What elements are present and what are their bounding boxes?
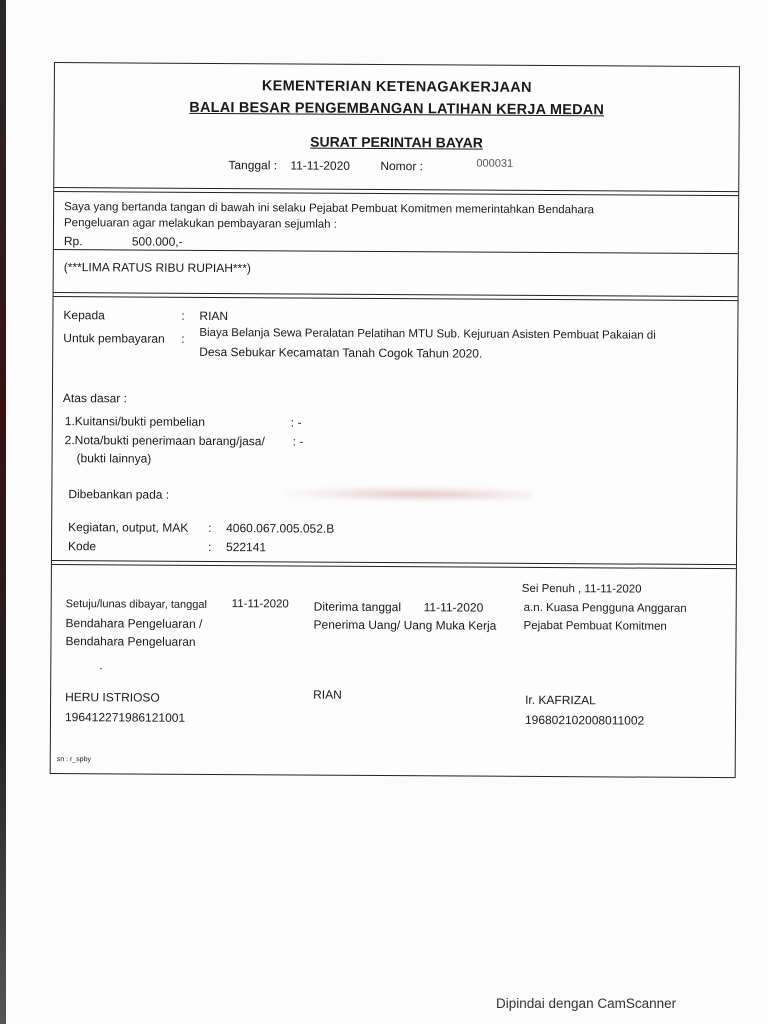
officer-name: Ir. KAFRIZAL <box>525 692 596 708</box>
code-label: Kode <box>68 539 97 554</box>
recipient-label: Kepada <box>63 308 105 323</box>
charged-to-label: Dibebankan pada : <box>68 487 170 502</box>
scan-edge-shadow <box>0 0 6 1024</box>
commitment-officer-role: Pejabat Pembuat Komitmen <box>523 619 667 633</box>
divider <box>52 564 736 569</box>
amount-currency: Rp. <box>63 234 83 249</box>
payment-order-document <box>50 62 740 778</box>
budget-authority-role: a.n. Kuasa Pengguna Anggaran <box>523 601 687 615</box>
ink-smudge <box>282 486 532 502</box>
order-statement-line1: Saya yang bertanda tangan di bawah ini selaku Pejabat Pembuat Komitmen memerintahkan Bendahara <box>64 201 595 217</box>
purpose-line1: Biaya Belanja Sewa Peralatan Pelatihan MTU Sub. Kejuruan Asisten Pembuat Pakaian di <box>199 326 656 342</box>
officer-nip: 196802102008011002 <box>524 712 645 728</box>
received-date: 11-11-2020 <box>423 600 484 615</box>
divider <box>54 296 738 301</box>
activity-separator: : <box>208 520 212 535</box>
purpose-separator: : <box>181 331 185 346</box>
number-label: Nomor : <box>380 158 424 174</box>
code-separator: : <box>207 539 212 554</box>
recipient-value: RIAN <box>199 308 229 324</box>
basis-receipt-label: 1.Kuitansi/bukti pembelian <box>64 414 205 429</box>
scanner-watermark: Dipindai dengan CamScanner <box>496 996 677 1011</box>
recipient-separator: : <box>181 308 185 323</box>
amount-value: 500.000,- <box>131 234 183 249</box>
form-code-mark: sn : r_spby <box>56 756 92 764</box>
activity-value: 4060.067.005.052.B <box>226 521 335 536</box>
treasurer-name: HERU ISTRIOSO <box>65 690 160 705</box>
basis-receipt-value: : - <box>290 415 302 430</box>
treasurer-role-line2: Bendahara Pengeluaran <box>65 634 196 649</box>
number-value: 000031 <box>476 157 514 170</box>
recipient-role: Penerima Uang/ Uang Muka Kerja <box>313 617 497 633</box>
treasurer-signature-mark: . <box>99 658 103 673</box>
divider <box>54 191 738 196</box>
treasurer-nip: 196412271986121001 <box>64 710 186 725</box>
purpose-label: Untuk pembayaran <box>63 331 165 346</box>
date-value: 11-11-2020 <box>290 158 351 173</box>
received-label: Diterima tanggal <box>313 599 402 615</box>
basis-delivery-label: 2.Nota/bukti penerimaan barang/jasa/ <box>64 433 265 449</box>
basis-heading: Atas dasar : <box>62 391 128 406</box>
recipient-name: RIAN <box>313 687 342 702</box>
date-label: Tanggal : <box>228 158 278 173</box>
purpose-line2: Desa Sebukar Kecamatan Tanah Cogok Tahun 2020. <box>199 344 483 361</box>
document-title: SURAT PERINTAH BAYAR <box>310 133 483 151</box>
divider <box>54 249 738 254</box>
treasurer-role-line1: Bendahara Pengeluaran / <box>65 616 203 631</box>
basis-delivery-value: : - <box>292 434 304 449</box>
ministry-heading: KEMENTERIAN KETENAGAKERJAAN <box>261 78 532 96</box>
basis-other-label: (bukti lainnya) <box>76 451 152 466</box>
approval-date: 11-11-2020 <box>231 598 289 611</box>
approval-label: Setuju/lunas dibayar, tanggal <box>65 598 208 611</box>
code-value: 522141 <box>225 540 267 555</box>
place-and-date: Sei Penuh , 11-11-2020 <box>521 582 642 596</box>
activity-label: Kegiatan, output, MAK <box>68 520 189 535</box>
order-statement-line2: Pengeluaran agar melakukan pembayaran sejumlah : <box>63 217 338 231</box>
institute-heading: BALAI BESAR PENGEMBANGAN LATIHAN KERJA MEDAN <box>189 99 605 119</box>
amount-in-words: (***LIMA RATUS RIBU RUPIAH***) <box>63 260 251 276</box>
